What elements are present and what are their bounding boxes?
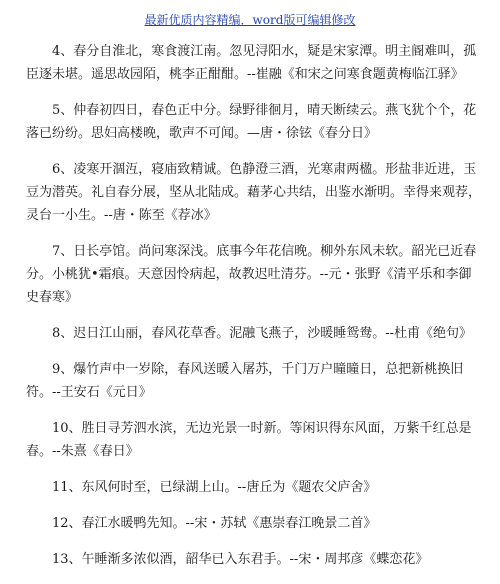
header-link[interactable]: 最新优质内容精编．word版可编辑修改 [144, 13, 356, 27]
poem-entry-7: 7、日长亭馆。尚问寒深浅。底事今年花信晚。柳外东风未软。韶光已近春分。小桃犹•霜痕。天意因怜病起，故教迟吐清芬。--元・张野《清平乐和李御史春寒》 [26, 244, 477, 305]
poem-entry-11: 11、东风何时至，已绿湖上山。--唐丘为《题农父庐舍》 [52, 480, 377, 495]
poem-entry-6: 6、凌寒开涸沍，寝庙致精诚。色静澄三酒，光寒肃两楹。形盐非近进，玉豆为潜英。礼自春分展，坚从北陆成。藉茅心共结，出鉴水渐明。幸得来观荐，灵台一小生。--唐・陈至《荐冰》 [26, 162, 482, 223]
poem-list [26, 40, 482, 584]
poem-entry-12: 12、春江水暖鸭先知。--宋・苏轼《惠崇春江晚景二首》 [52, 516, 377, 531]
document-header [0, 12, 500, 28]
poem-entry-8: 8、迟日江山丽，春风花草香。泥融飞燕子，沙暖睡鸳鸯。--杜甫《绝句》 [52, 326, 473, 341]
poem-entry-5: 5、仲春初四日，春色正中分。绿野徘徊月，晴天断续云。燕飞犹个个，花落已纷纷。思妇高楼晚，歌声不可闻。—唐・徐铉《春分日》 [26, 103, 477, 141]
poem-entry-10: 10、胜日寻芳泗水滨，无边光景一时新。等闲识得东风面，万紫千红总是春。--朱熹《春日》 [26, 421, 472, 459]
poem-entry-13: 13、午睡渐多浓似酒，韶华已入东君手。--宋・周邦彦《蝶恋花》 [52, 552, 429, 567]
poem-entry-4: 4、春分自淮北，寒食渡江南。忽见浔阳水，疑是宋家潭。明主阍难叫，孤臣逐未堪。遥思故园陌，桃李正酣酣。--崔融《和宋之问寒食题黄梅临江驿》 [26, 44, 477, 82]
poem-entry-9: 9、爆竹声中一岁除，春风送暖入屠苏，千门万户曈曈日，总把新桃换旧符。--王安石《元日》 [26, 362, 464, 400]
